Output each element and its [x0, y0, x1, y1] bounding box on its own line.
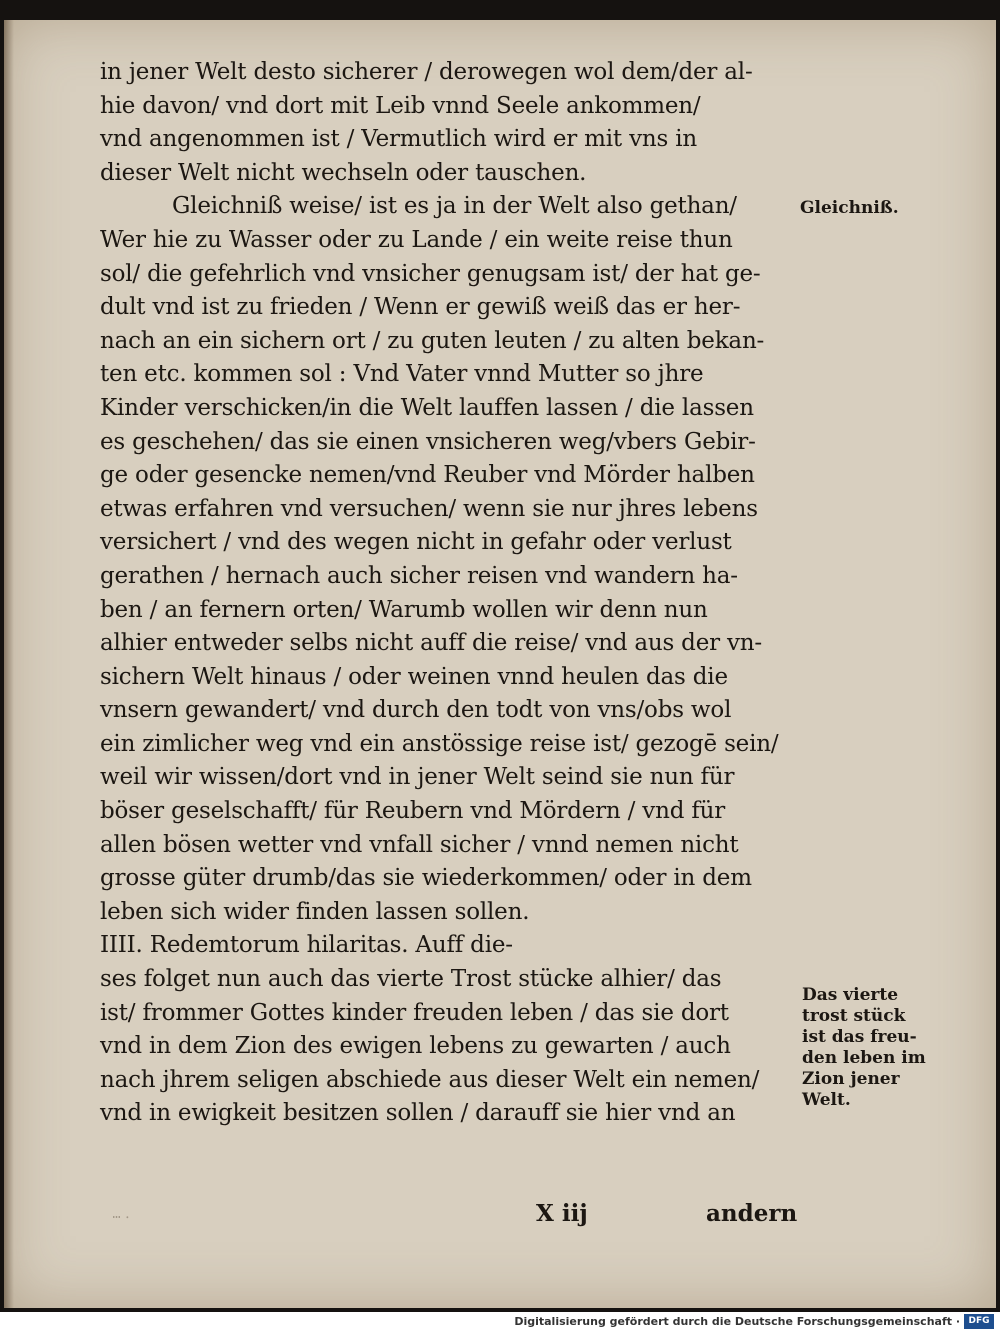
text-line: böser geselschafft/ für Reubern vnd Mördern / vnd für	[100, 798, 726, 825]
marginal-line: Welt.	[802, 1090, 851, 1110]
text-line: nach jhrem seligen abschiede aus dieser Welt ein nemen/	[100, 1066, 760, 1093]
main-text-block	[100, 56, 800, 1131]
marginal-line: trost stück	[802, 1006, 906, 1026]
text-line: nach an ein sichern ort / zu guten leuten / zu alten bekan-	[100, 327, 765, 354]
funding-credit: Digitalisierung gefördert durch die Deutsche Forschungsgemeinschaft ·	[514, 1315, 960, 1328]
text-line: vnd in ewigkeit besitzen sollen / darauff sie hier vnd an	[100, 1100, 736, 1127]
marginal-line: den leben im	[802, 1048, 926, 1068]
text-line: ge oder gesencke nemen/vnd Reuber vnd Mörder halben	[100, 462, 755, 489]
text-line: grosse güter drumb/das sie wiederkommen/ oder in dem	[100, 865, 752, 892]
text-line: versichert / vnd des wegen nicht in gefahr oder verlust	[100, 529, 732, 556]
text-line: allen bösen wetter vnd vnfall sicher / vnnd nemen nicht	[100, 831, 739, 858]
credit-bar	[0, 1312, 1000, 1332]
marginal-note-vierte	[802, 985, 952, 1111]
text-line: ben / an fernern orten/ Warumb wollen wir denn nun	[100, 596, 708, 623]
text-line: hie davon/ vnd dort mit Leib vnnd Seele ankommen/	[100, 92, 701, 119]
text-line: in jener Welt desto sicherer / derowegen wol dem/der al-	[100, 59, 753, 85]
dfg-logo: DFG	[964, 1314, 994, 1329]
text-line: ein zimlicher weg vnd ein anstössige reise ist/ gezogē sein/	[100, 730, 779, 757]
ink-smudge: ⵈ ⸱	[112, 1210, 130, 1226]
text-line: weil wir wissen/dort vnd in jener Welt seind sie nun für	[100, 764, 735, 791]
marginal-line: Zion jener	[802, 1069, 900, 1089]
text-line: ses folget nun auch das vierte Trost stücke alhier/ das	[100, 966, 722, 993]
text-line: vnd in dem Zion des ewigen lebens zu gewarten / auch	[100, 1033, 731, 1060]
text-line: ist/ frommer Gottes kinder freuden leben / das sie dort	[100, 999, 729, 1026]
text-line: dieser Welt nicht wechseln oder tauschen.	[100, 159, 587, 186]
text-line: gerathen / hernach auch sicher reisen vnd wandern ha-	[100, 562, 738, 589]
marginal-line: Das vierte	[802, 985, 899, 1005]
text-line: dult vnd ist zu frieden / Wenn er gewiß weiß das er her-	[100, 294, 741, 321]
text-line: alhier entweder selbs nicht auff die reise/ vnd aus der vn-	[100, 630, 762, 657]
signature-mark: X iij	[536, 1200, 588, 1227]
text-line: es geschehen/ das sie einen vnsicheren weg/vbers Gebir-	[100, 428, 756, 455]
marginal-line: ist das freu-	[802, 1027, 917, 1047]
text-line: Wer hie zu Wasser oder zu Lande / ein weite reise thun	[100, 226, 733, 253]
section-heading-line: IIII. Redemtorum hilaritas. Auff die-	[100, 932, 513, 959]
book-page	[4, 20, 996, 1308]
marginal-note-gleichnis: Gleichniß.	[800, 198, 899, 218]
text-line: leben sich wider finden lassen sollen.	[100, 898, 530, 925]
catchword: andern	[706, 1200, 798, 1227]
page-gutter-shadow	[4, 20, 14, 1308]
text-line: sichern Welt hinaus / oder weinen vnnd heulen das die	[100, 663, 728, 690]
text-line: sol/ die gefehrlich vnd vnsicher genugsam ist/ der hat ge-	[100, 260, 761, 287]
text-line: vnsern gewandert/ vnd durch den todt von vns/obs wol	[100, 697, 732, 724]
text-line: ten etc. kommen sol : Vnd Vater vnnd Mutter so jhre	[100, 361, 704, 388]
text-line: Kinder verschicken/in die Welt lauffen lassen / die lassen	[100, 394, 754, 421]
text-line: Gleichniß weise/ ist es ja in der Welt also gethan/	[172, 193, 737, 220]
text-line: vnd angenommen ist / Vermutlich wird er mit vns in	[100, 126, 697, 153]
text-line: etwas erfahren vnd versuchen/ wenn sie nur jhres lebens	[100, 495, 758, 522]
